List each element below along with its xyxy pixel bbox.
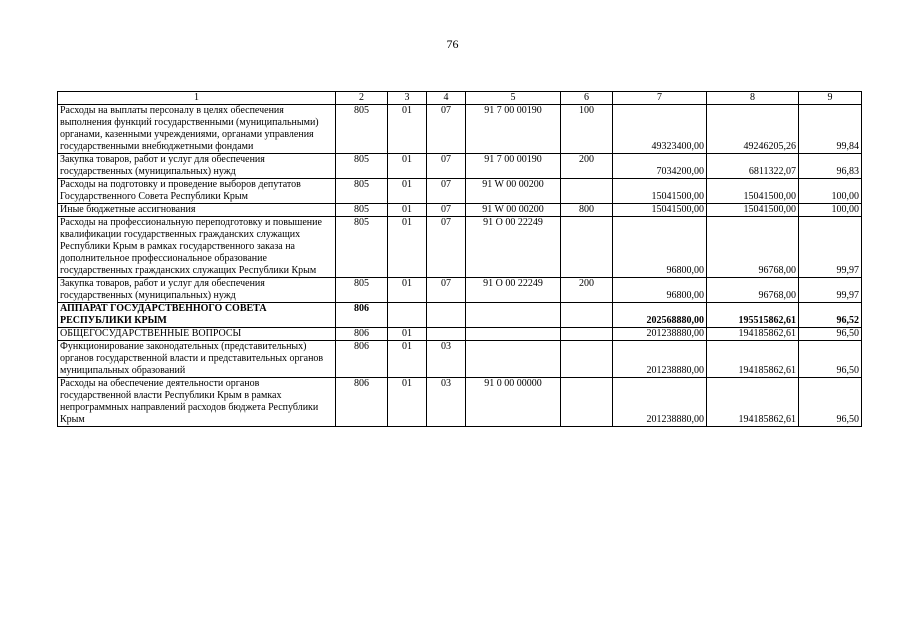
row-plan-amount: 49323400,00 (613, 105, 707, 154)
row-expense-type: 200 (561, 278, 613, 303)
row-section: 01 (388, 204, 427, 217)
row-target-article: 91 W 00 00200 (466, 179, 561, 204)
row-admin-code: 805 (336, 154, 388, 179)
row-percent: 96,52 (799, 303, 862, 328)
row-expense-type (561, 328, 613, 341)
row-expense-type (561, 179, 613, 204)
row-executed-amount: 194185862,61 (707, 378, 799, 427)
row-section: 01 (388, 105, 427, 154)
row-admin-code: 805 (336, 217, 388, 278)
row-plan-amount: 201238880,00 (613, 328, 707, 341)
row-percent: 99,97 (799, 217, 862, 278)
row-percent: 100,00 (799, 179, 862, 204)
row-description: Расходы на профессиональную переподготовку и повышение квалификации государственных гражданских служащих Республики Крым в рамках государственного заказа на дополнительное профессиональное образование государственных гражданских служащих Республики Крым (58, 217, 336, 278)
row-plan-amount: 15041500,00 (613, 204, 707, 217)
row-admin-code: 806 (336, 341, 388, 378)
row-percent: 99,97 (799, 278, 862, 303)
row-description: Функционирование законодательных (представительных) органов государственной власти и представительных органов муниципальных образований (58, 341, 336, 378)
row-percent: 96,50 (799, 378, 862, 427)
row-executed-amount: 15041500,00 (707, 179, 799, 204)
row-subsection: 07 (427, 179, 466, 204)
row-admin-code: 805 (336, 179, 388, 204)
row-plan-amount: 15041500,00 (613, 179, 707, 204)
row-executed-amount: 15041500,00 (707, 204, 799, 217)
row-plan-amount: 96800,00 (613, 217, 707, 278)
row-plan-amount: 201238880,00 (613, 378, 707, 427)
row-expense-type (561, 341, 613, 378)
row-subsection: 07 (427, 217, 466, 278)
row-admin-code: 805 (336, 278, 388, 303)
row-expense-type (561, 378, 613, 427)
row-plan-amount: 202568880,00 (613, 303, 707, 328)
row-target-article (466, 328, 561, 341)
column-header: 3 (388, 92, 427, 105)
row-executed-amount: 194185862,61 (707, 341, 799, 378)
row-subsection: 07 (427, 278, 466, 303)
row-percent: 96,83 (799, 154, 862, 179)
row-section: 01 (388, 378, 427, 427)
row-target-article: 91 О 00 22249 (466, 217, 561, 278)
row-executed-amount: 195515862,61 (707, 303, 799, 328)
row-target-article: 91 7 00 00190 (466, 154, 561, 179)
row-plan-amount: 96800,00 (613, 278, 707, 303)
row-expense-type: 100 (561, 105, 613, 154)
page-number: 76 (446, 37, 459, 51)
row-percent: 96,50 (799, 328, 862, 341)
row-description: АППАРАТ ГОСУДАРСТВЕННОГО СОВЕТА РЕСПУБЛИКИ КРЫМ (58, 303, 336, 328)
row-target-article: 91 W 00 00200 (466, 204, 561, 217)
row-percent: 96,50 (799, 341, 862, 378)
row-subsection: 03 (427, 378, 466, 427)
table-row (58, 303, 862, 328)
row-executed-amount: 6811322,07 (707, 154, 799, 179)
row-subsection: 03 (427, 341, 466, 378)
row-executed-amount: 96768,00 (707, 278, 799, 303)
row-target-article (466, 303, 561, 328)
row-percent: 100,00 (799, 204, 862, 217)
row-expense-type (561, 303, 613, 328)
row-section: 01 (388, 179, 427, 204)
table-row (58, 328, 862, 341)
row-target-article: 91 0 00 00000 (466, 378, 561, 427)
row-executed-amount: 96768,00 (707, 217, 799, 278)
table-row (58, 278, 862, 303)
row-executed-amount: 194185862,61 (707, 328, 799, 341)
row-description: Иные бюджетные ассигнования (58, 204, 336, 217)
table-row (58, 217, 862, 278)
row-expense-type: 800 (561, 204, 613, 217)
table-row (58, 378, 862, 427)
column-header: 5 (466, 92, 561, 105)
row-description: Расходы на подготовку и проведение выборов депутатов Государственного Совета Республики Крым (58, 179, 336, 204)
budget-table (57, 91, 862, 427)
table-row (58, 105, 862, 154)
row-percent: 99,84 (799, 105, 862, 154)
row-description: Расходы на обеспечение деятельности органов государственной власти Республики Крым в рамках непрограммных направлений расходов бюджета Республики Крым (58, 378, 336, 427)
table-row (58, 204, 862, 217)
row-admin-code: 806 (336, 303, 388, 328)
table-row (58, 179, 862, 204)
row-description: Расходы на выплаты персоналу в целях обеспечения выполнения функций государственными (муниципальными) органами, казенными учреждениями, органами управления государственными внебюджетными фондами (58, 105, 336, 154)
row-plan-amount: 201238880,00 (613, 341, 707, 378)
row-section: 01 (388, 217, 427, 278)
row-admin-code: 805 (336, 204, 388, 217)
table-row (58, 154, 862, 179)
row-expense-type (561, 217, 613, 278)
row-subsection: 07 (427, 105, 466, 154)
row-section: 01 (388, 154, 427, 179)
column-header: 8 (707, 92, 799, 105)
row-admin-code: 805 (336, 105, 388, 154)
row-plan-amount: 7034200,00 (613, 154, 707, 179)
row-section: 01 (388, 278, 427, 303)
row-subsection: 07 (427, 154, 466, 179)
row-subsection (427, 328, 466, 341)
row-section: 01 (388, 328, 427, 341)
row-description: ОБЩЕГОСУДАРСТВЕННЫЕ ВОПРОСЫ (58, 328, 336, 341)
column-header: 6 (561, 92, 613, 105)
row-target-article: 91 7 00 00190 (466, 105, 561, 154)
row-section: 01 (388, 341, 427, 378)
row-executed-amount: 49246205,26 (707, 105, 799, 154)
row-admin-code: 806 (336, 378, 388, 427)
row-description: Закупка товаров, работ и услуг для обеспечения государственных (муниципальных) нужд (58, 278, 336, 303)
row-expense-type: 200 (561, 154, 613, 179)
column-header: 7 (613, 92, 707, 105)
column-header: 2 (336, 92, 388, 105)
row-target-article (466, 341, 561, 378)
header-row (58, 92, 862, 105)
column-header: 1 (58, 92, 336, 105)
row-description: Закупка товаров, работ и услуг для обеспечения государственных (муниципальных) нужд (58, 154, 336, 179)
row-target-article: 91 О 00 22249 (466, 278, 561, 303)
row-admin-code: 806 (336, 328, 388, 341)
row-section (388, 303, 427, 328)
row-subsection (427, 303, 466, 328)
row-subsection: 07 (427, 204, 466, 217)
table-row (58, 341, 862, 378)
column-header: 4 (427, 92, 466, 105)
column-header: 9 (799, 92, 862, 105)
